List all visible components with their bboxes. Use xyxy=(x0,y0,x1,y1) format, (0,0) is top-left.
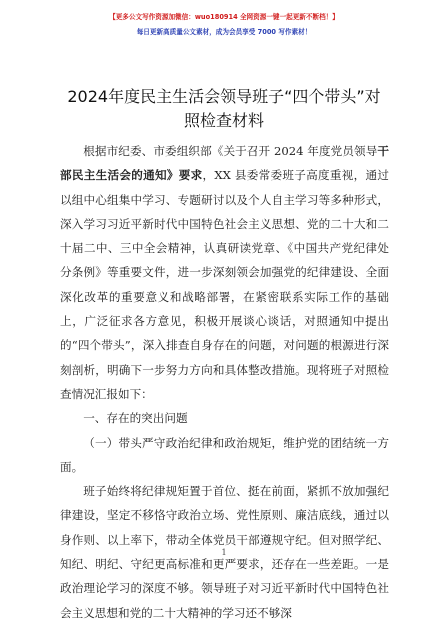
intro-text-start: 根据市纪委、市委组织部《关于召开 2024 年度党员领导 xyxy=(83,144,378,158)
intro-paragraph xyxy=(60,139,389,406)
promo-banner xyxy=(0,0,448,50)
intro-text-end: ，XX 县委常委班子高度重视，通过以组中心组集中学习、专题研讨以及个人自主学习等多种形式，深入学习习近平新时代中国特色社会主义思想、党的二十大和二十届二中、三中全会精神，认真研读党章、《中国共产党纪律处分条例》等重要文件，进一步深刻领会加强党的纪律建设、全面深化改革的重要意义和战略部署，在紧密联系实际工作的基础上，广泛征求各方意见，积极开展谈心谈话，对照通知中提出的“四个带头”，深入排查自身存在的问题，对问题的根源进行深刻剖析，明确下一步努力方向和具体整改措施。现将班子对照检查情况汇报如下： xyxy=(60,168,389,401)
intro-text-bold: 干部民主生活会的通知》要求 xyxy=(60,144,389,183)
subsection-heading: （一）带头严守政治纪律和政治规矩，维护党的团结统一方面。 xyxy=(60,435,389,474)
document-title: 2024年度民主生活会领导班子“四个带头”对照检查材料 xyxy=(67,87,381,130)
body-paragraph: 班子始终将纪律规矩置于首位、挺在前面，紧抓不放加强纪律建设，坚定不移恪守政治立场、党性原则、廉洁底线，通过以身作则、以上率下，带动全体党员干部遵规守纪。但对照学纪、知纪、明纪、守纪更高标准和更严要求，还存在一些差距。一是政治理论学习的深度不够。领导班子对习近平新时代中国特色社会主义思想和党的二十大精神的学习还不够深 xyxy=(60,484,389,620)
promo-banner-line2: 每日更新高质量公文素材，成为会员享受 7000 写作素材！ xyxy=(136,28,312,36)
page-number: 1 xyxy=(221,548,227,557)
section-heading: 一、存在的突出问题 xyxy=(83,411,188,426)
promo-banner-line1: 【更多公文写作资源加微信：wuo180914 全网资源一键一起更新不断档！】 xyxy=(109,13,339,21)
